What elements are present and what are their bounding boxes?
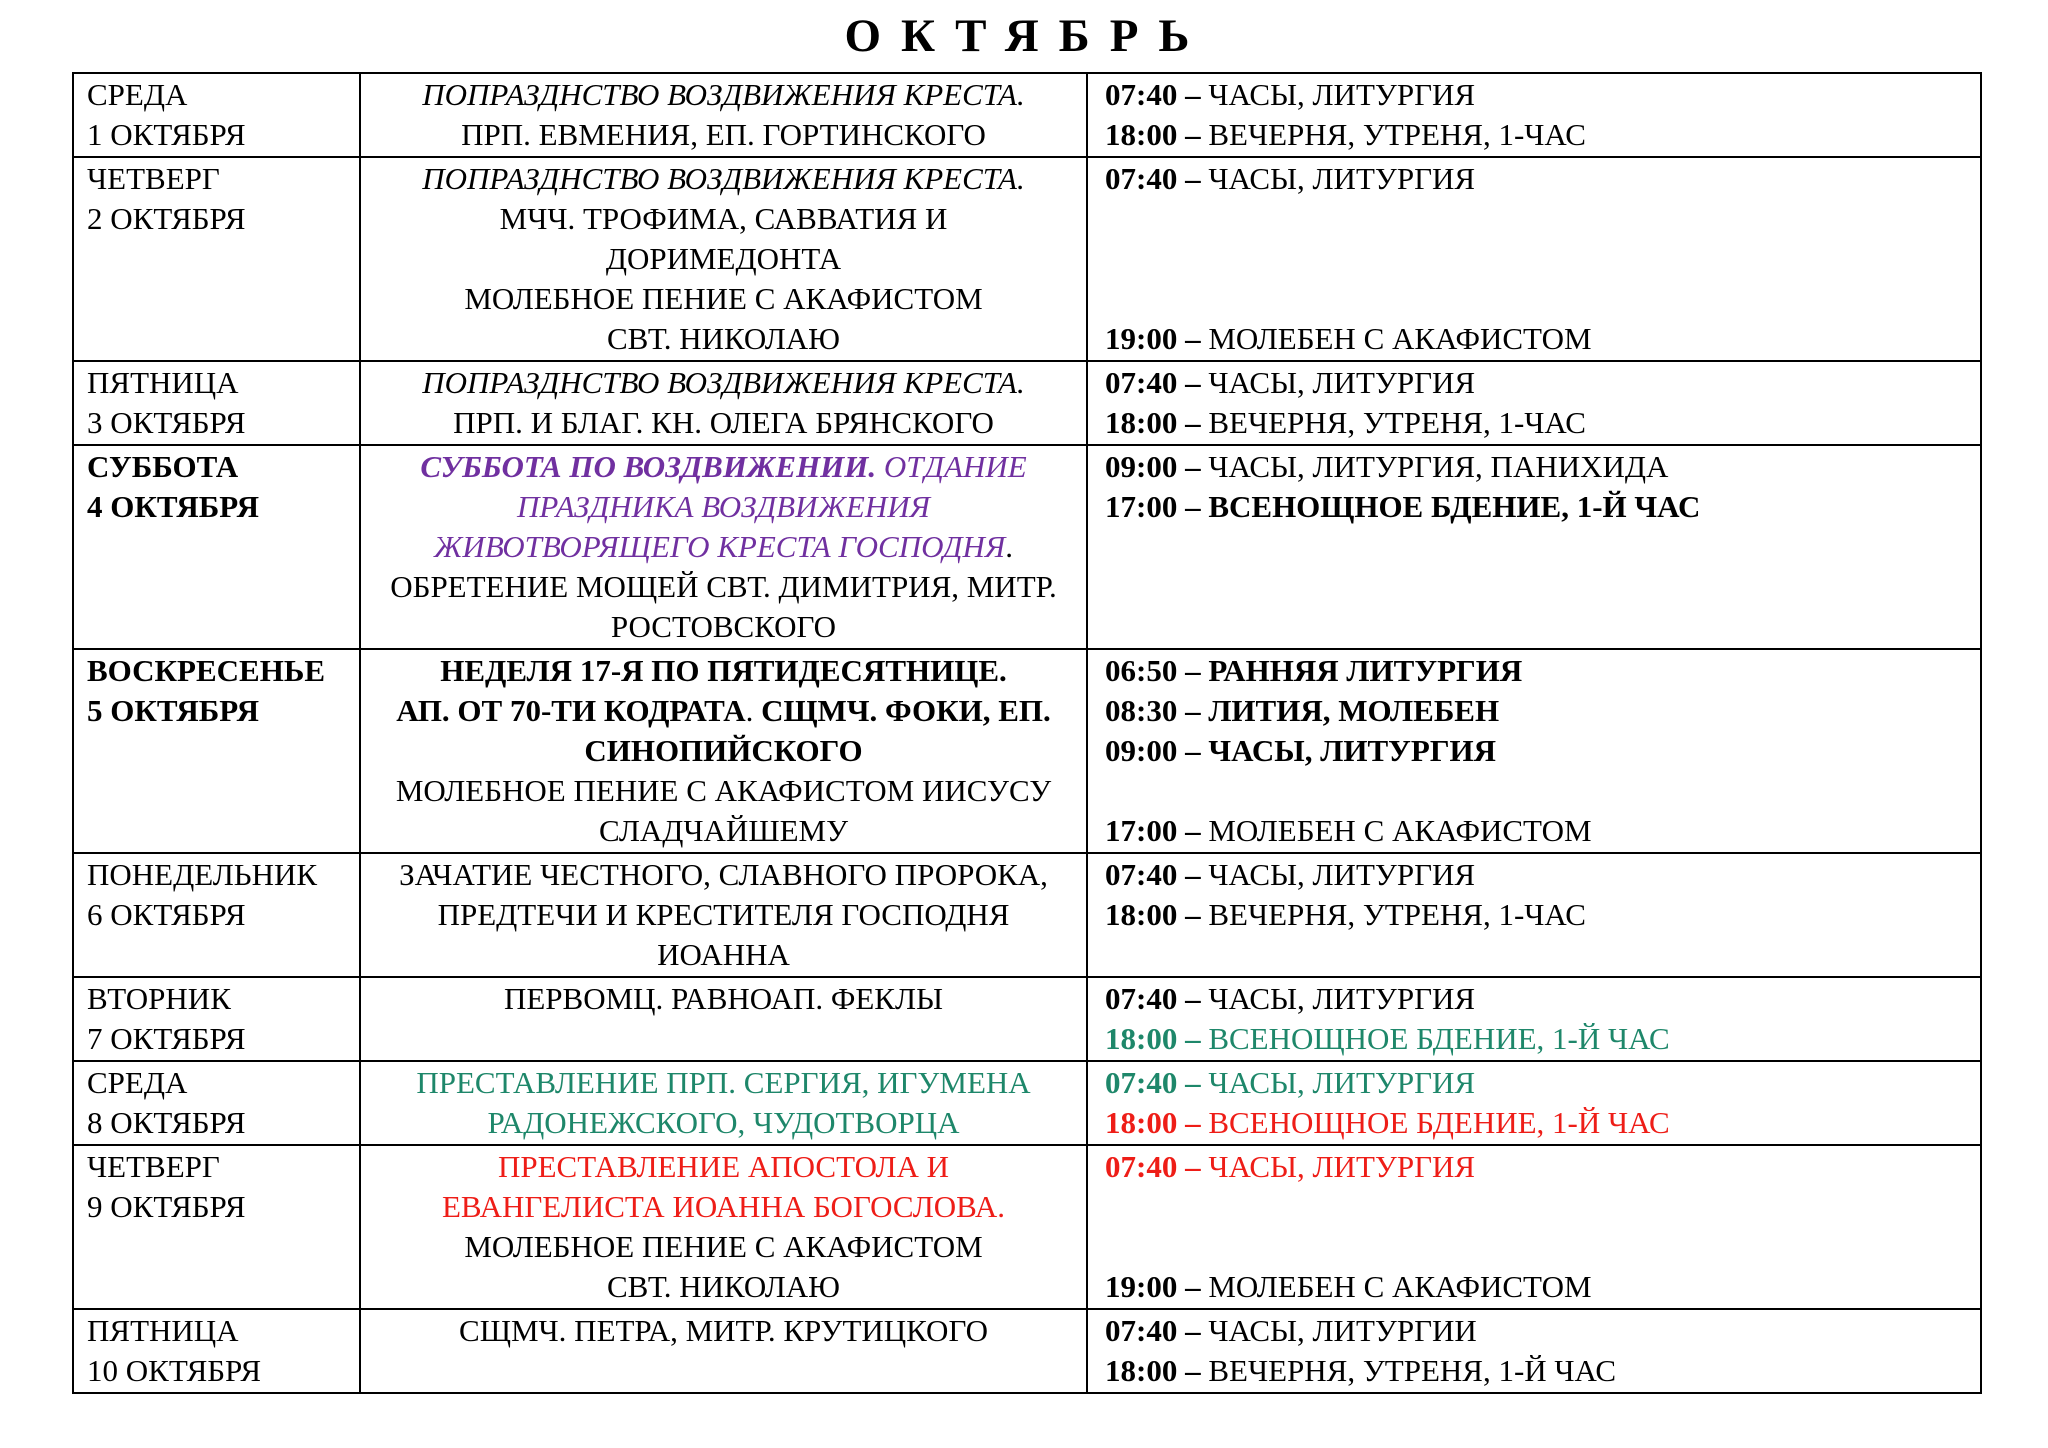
service-line [1105, 363, 1970, 403]
text-segment: ВОСКРЕСЕНЬЕ [87, 653, 325, 688]
service-line [1105, 159, 1970, 199]
table-row [74, 446, 1980, 650]
text-segment: ВЕЧЕРНЯ, УТРЕНЯ, 1-ЧАС [1200, 405, 1586, 440]
feast-line [371, 363, 1076, 403]
feast-line [371, 1227, 1076, 1267]
day-line [87, 1063, 349, 1103]
text-segment: ЧАСЫ, ЛИТУРГИЯ [1200, 365, 1476, 400]
text-segment: 3 ОКТЯБРЯ [87, 405, 246, 440]
day-cell [74, 362, 361, 444]
day-line [87, 363, 349, 403]
feast-line [371, 403, 1076, 443]
table-row [74, 978, 1980, 1062]
text-segment: ПРЕСТАВЛЕНИЕ ПРП. СЕРГИЯ, ИГУМЕНА [416, 1065, 1031, 1100]
feast-line [371, 771, 1076, 811]
table-row [74, 1146, 1980, 1310]
feast-line [371, 319, 1076, 359]
service-line [1105, 115, 1970, 155]
text-segment: НЕДЕЛЯ 17-Я ПО ПЯТИДЕСЯТНИЦЕ. [440, 653, 1007, 688]
day-line [87, 651, 349, 691]
services-cell [1088, 650, 1980, 852]
text-segment: ЧАСЫ, ЛИТУРГИЯ, ПАНИХИДА [1200, 449, 1669, 484]
service-line [1105, 239, 1970, 279]
text-segment: 09:00 – ЧАСЫ, ЛИТУРГИЯ [1105, 733, 1497, 768]
text-segment: ЕВАНГЕЛИСТА ИОАННА БОГОСЛОВА. [441, 1189, 1006, 1224]
day-cell [74, 1062, 361, 1144]
text-segment: ОТДАНИЕ [876, 449, 1027, 484]
feast-cell [361, 1062, 1088, 1144]
feast-line [371, 935, 1076, 975]
text-segment: ПРАЗДНИКА ВОЗДВИЖЕНИЯ [517, 489, 930, 524]
day-cell [74, 1146, 361, 1308]
text-segment: МОЛЕБНОЕ ПЕНИЕ С АКАФИСТОМ ИИСУСУ [395, 773, 1052, 808]
text-segment: ПРЕСТАВЛЕНИЕ АПОСТОЛА И [497, 1149, 950, 1184]
text-segment: ЧАСЫ, ЛИТУРГИЯ [1200, 161, 1476, 196]
table-row [74, 854, 1980, 978]
service-line [1105, 1063, 1970, 1103]
text-segment: 07:40 – [1105, 981, 1201, 1016]
text-segment: 07:40 – [1105, 77, 1201, 112]
feast-line [371, 1063, 1076, 1103]
feast-line [371, 527, 1076, 567]
feast-line [371, 1311, 1076, 1351]
text-segment: 07:40 – [1105, 365, 1201, 400]
text-segment: ЧЕТВЕРГ [87, 1149, 220, 1184]
day-line [87, 1019, 349, 1059]
text-segment: ВЕЧЕРНЯ, УТРЕНЯ, 1-ЧАС [1200, 117, 1586, 152]
feast-cell [361, 158, 1088, 360]
text-segment: СРЕДА [87, 77, 188, 112]
day-line [87, 1187, 349, 1227]
text-segment: 18:00 – [1105, 405, 1201, 440]
feast-line [371, 895, 1076, 935]
service-line [1105, 1267, 1970, 1307]
text-segment: 07:40 – [1105, 1065, 1201, 1100]
service-line [1105, 1311, 1970, 1351]
text-segment: СЛАДЧАЙШЕМУ [598, 813, 849, 848]
day-line [87, 487, 349, 527]
feast-line [371, 731, 1076, 771]
feast-line [371, 1267, 1076, 1307]
text-segment: ПЯТНИЦА [87, 365, 239, 400]
text-segment: 07:40 – [1105, 1149, 1201, 1184]
feast-line [371, 691, 1076, 731]
services-cell [1088, 446, 1980, 648]
service-line [1105, 447, 1970, 487]
text-segment: РОСТОВСКОГО [610, 609, 837, 644]
feast-line [371, 855, 1076, 895]
text-segment: СИНОПИЙСКОГО [584, 733, 863, 768]
text-segment: ПРП. И БЛАГ. КН. ОЛЕГА БРЯНСКОГО [453, 405, 994, 440]
text-segment: РАДОНЕЖСКОГО, ЧУДОТВОРЦА [487, 1105, 960, 1140]
services-cell [1088, 1310, 1980, 1392]
service-line [1105, 691, 1970, 731]
text-segment: ЧЕТВЕРГ [87, 161, 220, 196]
text-segment: ЧАСЫ, ЛИТУРГИЯ [1200, 1065, 1476, 1100]
feast-line [371, 607, 1076, 647]
feast-line [371, 1103, 1076, 1143]
text-segment: ПРП. ЕВМЕНИЯ, ЕП. ГОРТИНСКОГО [461, 117, 986, 152]
table-row [74, 74, 1980, 158]
text-segment: 06:50 – РАННЯЯ ЛИТУРГИЯ [1105, 653, 1523, 688]
service-line [1105, 1187, 1970, 1227]
day-line [87, 199, 349, 239]
day-line [87, 403, 349, 443]
day-line [87, 1103, 349, 1143]
day-cell [74, 650, 361, 852]
text-segment: 18:00 – [1105, 1021, 1201, 1056]
day-line [87, 75, 349, 115]
service-line [1105, 1019, 1970, 1059]
text-segment: ЧАСЫ, ЛИТУРГИЯ [1200, 77, 1476, 112]
text-segment: ПРЕДТЕЧИ И КРЕСТИТЕЛЯ ГОСПОДНЯ [437, 897, 1010, 932]
feast-line [371, 487, 1076, 527]
feast-line [371, 279, 1076, 319]
day-cell [74, 74, 361, 156]
text-segment: ИОАННА [657, 937, 790, 972]
text-segment: СЩМЧ. ФОКИ, ЕП. [761, 693, 1051, 728]
text-segment: . [745, 693, 762, 728]
text-segment: ЧАСЫ, ЛИТУРГИЯ [1200, 1149, 1476, 1184]
text-segment: 09:00 – [1105, 449, 1201, 484]
text-segment: ВСЕНОЩНОЕ БДЕНИЕ, 1-Й ЧАС [1200, 1105, 1670, 1140]
text-segment: 19:00 – [1105, 1269, 1201, 1304]
feast-line [371, 199, 1076, 239]
feast-line [371, 1187, 1076, 1227]
text-segment: МОЛЕБНОЕ ПЕНИЕ С АКАФИСТОМ [464, 281, 983, 316]
day-line [87, 895, 349, 935]
text-segment: ПОПРАЗДНСТВО ВОЗДВИЖЕНИЯ КРЕСТА. [422, 161, 1025, 196]
text-segment: ВЕЧЕРНЯ, УТРЕНЯ, 1-ЧАС [1200, 897, 1586, 932]
feast-cell [361, 650, 1088, 852]
month-title: ОКТЯБРЬ [844, 10, 1210, 62]
text-segment: МОЛЕБЕН С АКАФИСТОМ [1200, 321, 1592, 356]
text-segment: СЩМЧ. ПЕТРА, МИТР. КРУТИЦКОГО [459, 1313, 988, 1348]
services-cell [1088, 362, 1980, 444]
service-line [1105, 199, 1970, 239]
text-segment: 8 ОКТЯБРЯ [87, 1105, 246, 1140]
table-row [74, 158, 1980, 362]
text-segment: 18:00 – [1105, 897, 1201, 932]
service-line [1105, 279, 1970, 319]
feast-line [371, 979, 1076, 1019]
services-cell [1088, 158, 1980, 360]
day-line [87, 691, 349, 731]
text-segment: 7 ОКТЯБРЯ [87, 1021, 246, 1056]
service-line [1105, 403, 1970, 443]
day-cell [74, 158, 361, 360]
text-segment: ВЕЧЕРНЯ, УТРЕНЯ, 1-Й ЧАС [1200, 1353, 1617, 1388]
text-segment: МОЛЕБЕН С АКАФИСТОМ [1200, 1269, 1592, 1304]
text-segment: 6 ОКТЯБРЯ [87, 897, 246, 932]
text-segment: 07:40 – [1105, 857, 1201, 892]
service-line [1105, 1103, 1970, 1143]
text-segment: ПОПРАЗДНСТВО ВОЗДВИЖЕНИЯ КРЕСТА. [422, 77, 1025, 112]
table-row [74, 650, 1980, 854]
day-line [87, 1311, 349, 1351]
text-segment: 18:00 – [1105, 1105, 1201, 1140]
services-cell [1088, 854, 1980, 976]
table-row [74, 362, 1980, 446]
services-cell [1088, 1146, 1980, 1308]
text-segment: 17:00 – ВСЕНОЩНОЕ БДЕНИЕ, 1-Й ЧАС [1105, 489, 1701, 524]
services-cell [1088, 1062, 1980, 1144]
text-segment: . [1005, 529, 1013, 564]
text-segment: ПЯТНИЦА [87, 1313, 239, 1348]
feast-line [371, 811, 1076, 851]
feast-cell [361, 74, 1088, 156]
text-segment: ЧАСЫ, ЛИТУРГИИ [1200, 1313, 1477, 1348]
day-cell [74, 854, 361, 976]
service-line [1105, 651, 1970, 691]
text-segment: 18:00 – [1105, 117, 1201, 152]
day-cell [74, 1310, 361, 1392]
feast-cell [361, 978, 1088, 1060]
text-segment: 1 ОКТЯБРЯ [87, 117, 246, 152]
feast-line [371, 239, 1076, 279]
text-segment: 07:40 – [1105, 1313, 1201, 1348]
feast-line [371, 447, 1076, 487]
feast-line [371, 75, 1076, 115]
text-segment: 07:40 – [1105, 161, 1201, 196]
feast-cell [361, 362, 1088, 444]
text-segment: ЖИВОТВОРЯЩЕГО КРЕСТА ГОСПОДНЯ [434, 529, 1006, 564]
feast-line [371, 567, 1076, 607]
service-line [1105, 979, 1970, 1019]
text-segment: МЧЧ. ТРОФИМА, САВВАТИЯ И [499, 201, 948, 236]
service-line [1105, 1351, 1970, 1391]
feast-line [371, 159, 1076, 199]
feast-cell [361, 1310, 1088, 1392]
service-line [1105, 1147, 1970, 1187]
text-segment: СРЕДА [87, 1065, 188, 1100]
feast-cell [361, 1146, 1088, 1308]
text-segment: 17:00 – [1105, 813, 1201, 848]
text-segment: МОЛЕБНОЕ ПЕНИЕ С АКАФИСТОМ [464, 1229, 983, 1264]
feast-cell [361, 446, 1088, 648]
text-segment: ПЕРВОМЦ. РАВНОАП. ФЕКЛЫ [503, 981, 944, 1016]
feast-line [371, 1147, 1076, 1187]
feast-line [371, 115, 1076, 155]
text-segment: МОЛЕБЕН С АКАФИСТОМ [1200, 813, 1592, 848]
service-line [1105, 771, 1970, 811]
services-cell [1088, 74, 1980, 156]
day-line [87, 159, 349, 199]
service-line [1105, 811, 1970, 851]
text-segment: ВСЕНОЩНОЕ БДЕНИЕ, 1-Й ЧАС [1200, 1021, 1670, 1056]
text-segment: ДОРИМЕДОНТА [605, 241, 842, 276]
text-segment: ЗАЧАТИЕ ЧЕСТНОГО, СЛАВНОГО ПРОРОКА, [399, 857, 1048, 892]
text-segment: 4 ОКТЯБРЯ [87, 489, 259, 524]
services-cell [1088, 978, 1980, 1060]
day-line [87, 447, 349, 487]
text-segment: 19:00 – [1105, 321, 1201, 356]
table-row [74, 1062, 1980, 1146]
text-segment: 2 ОКТЯБРЯ [87, 201, 246, 236]
day-line [87, 115, 349, 155]
day-cell [74, 446, 361, 648]
text-segment: 08:30 – ЛИТИЯ, МОЛЕБЕН [1105, 693, 1500, 728]
service-line [1105, 487, 1970, 527]
text-segment: ЧАСЫ, ЛИТУРГИЯ [1200, 857, 1476, 892]
text-segment: ВТОРНИК [87, 981, 231, 1016]
text-segment: 18:00 – [1105, 1353, 1201, 1388]
text-segment: СУББОТА [87, 449, 239, 484]
day-line [87, 979, 349, 1019]
text-segment: СУББОТА ПО ВОЗДВИЖЕНИИ. [420, 449, 877, 484]
day-line [87, 855, 349, 895]
text-segment: АП. ОТ 70-ТИ КОДРАТА [396, 693, 746, 728]
day-cell [74, 978, 361, 1060]
text-segment: ЧАСЫ, ЛИТУРГИЯ [1200, 981, 1476, 1016]
text-segment: ПОПРАЗДНСТВО ВОЗДВИЖЕНИЯ КРЕСТА. [422, 365, 1025, 400]
service-line [1105, 1227, 1970, 1267]
text-segment: 5 ОКТЯБРЯ [87, 693, 259, 728]
schedule-table [72, 72, 1982, 1394]
text-segment: СВТ. НИКОЛАЮ [606, 321, 841, 356]
feast-cell [361, 854, 1088, 976]
service-line [1105, 895, 1970, 935]
text-segment: СВТ. НИКОЛАЮ [606, 1269, 841, 1304]
text-segment: ПОНЕДЕЛЬНИК [87, 857, 318, 892]
service-line [1105, 319, 1970, 359]
text-segment: 10 ОКТЯБРЯ [87, 1353, 262, 1388]
text-segment: 9 ОКТЯБРЯ [87, 1189, 246, 1224]
service-line [1105, 855, 1970, 895]
service-line [1105, 731, 1970, 771]
day-line [87, 1351, 349, 1391]
feast-line [371, 651, 1076, 691]
service-line [1105, 75, 1970, 115]
table-row [74, 1310, 1980, 1392]
day-line [87, 1147, 349, 1187]
text-segment: ОБРЕТЕНИЕ МОЩЕЙ СВТ. ДИМИТРИЯ, МИТР. [390, 569, 1057, 604]
